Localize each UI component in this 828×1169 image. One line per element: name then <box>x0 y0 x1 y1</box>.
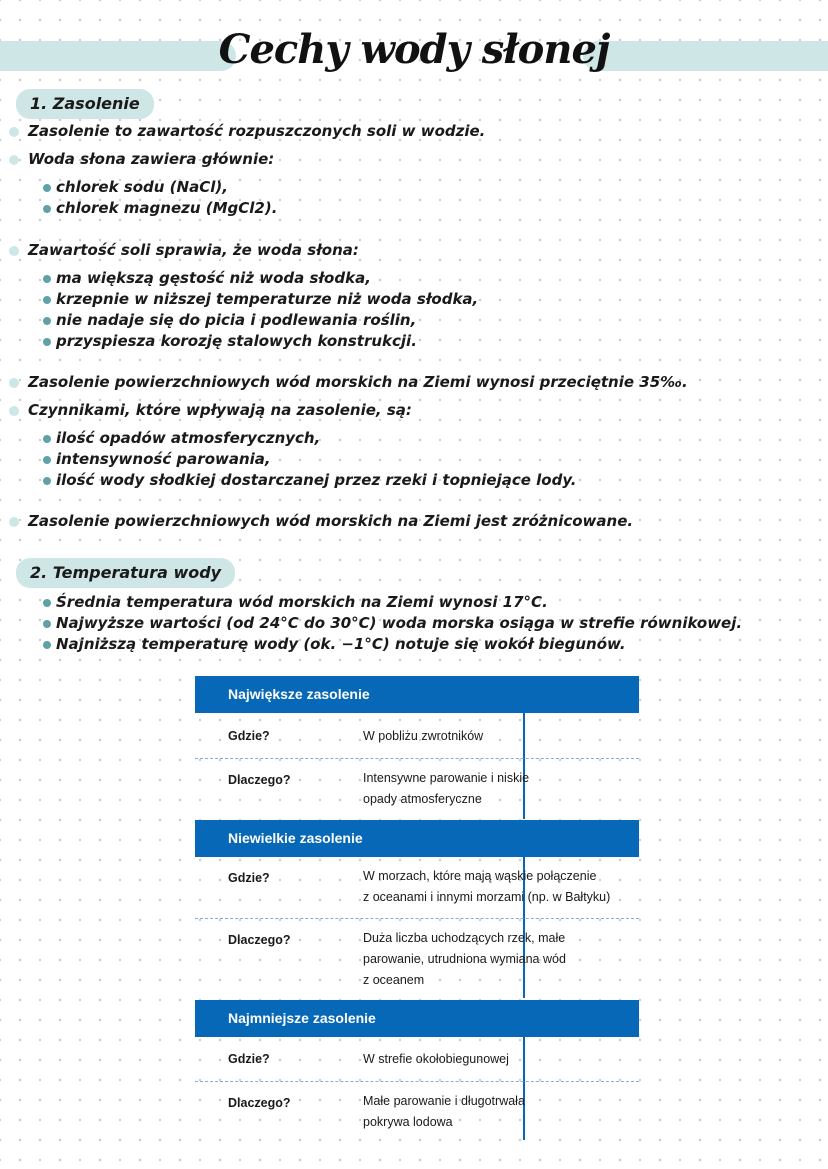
table-row <box>195 919 639 1000</box>
list-item: Najwyższe wartości (od 24°C do 30°C) woda morska osiąga w strefie równikowej. <box>56 614 743 632</box>
paragraph-salt-water-contains: Woda słona zawiera głównie: <box>28 150 275 168</box>
table-header-moderate: Niewielkie zasolenie <box>195 820 639 857</box>
list-item: przyspiesza korozję stalowych konstrukcji. <box>56 332 417 350</box>
paragraph-salinity-factors: Czynnikami, które wpływają na zasolenie, są: <box>28 401 412 419</box>
paragraph-salt-effects: Zawartość soli sprawia, że woda słona: <box>28 241 359 259</box>
table-label: Dlaczego? <box>228 933 291 947</box>
list-item: Średnia temperatura wód morskich na Ziemi wynosi 17°C. <box>56 593 548 611</box>
list-item: chlorek sodu (NaCl), <box>56 178 228 196</box>
list-item: krzepnie w niższej temperaturze niż woda słodka, <box>56 290 479 308</box>
table-header-lowest: Najmniejsze zasolenie <box>195 1000 639 1037</box>
list-item: intensywność parowania, <box>56 450 271 468</box>
paragraph-salinity-definition: Zasolenie to zawartość rozpuszczonych soli w wodzie. <box>28 122 486 140</box>
table-label: Dlaczego? <box>228 1096 291 1110</box>
paragraph-average-salinity: Zasolenie powierzchniowych wód morskich na Ziemi wynosi przeciętnie 35‰. <box>28 373 688 391</box>
list-item: chlorek magnezu (MgCl2). <box>56 199 278 217</box>
list-item: ilość opadów atmosferycznych, <box>56 429 321 447</box>
table-header-highest: Największe zasolenie <box>195 676 639 713</box>
table-label: Gdzie? <box>228 871 270 885</box>
table-row <box>195 759 639 820</box>
section-heading-salinity: 1. Zasolenie <box>16 89 154 119</box>
table-value: Duża liczba uchodzących rzek, małe parowanie, utrudniona wymiana wód z oceanem <box>363 931 566 987</box>
table-row <box>195 713 639 759</box>
section-heading-temperature: 2. Temperatura wody <box>16 558 235 588</box>
table-label: Gdzie? <box>228 729 270 743</box>
table-value: W strefie okołobiegunowej <box>363 1052 509 1066</box>
table-value: Intensywne parowanie i niskie opady atmosferyczne <box>363 771 530 806</box>
list-item: ilość wody słodkiej dostarczanej przez rzeki i topniejące lody. <box>56 471 577 489</box>
table-label: Gdzie? <box>228 1052 270 1066</box>
table-row <box>195 857 639 919</box>
table-row <box>195 1037 639 1082</box>
table-value: W pobliżu zwrotników <box>363 729 484 743</box>
page-title: Cechy wody słonej <box>218 26 610 73</box>
salinity-table <box>195 676 639 1143</box>
table-label: Dlaczego? <box>228 773 291 787</box>
paragraph-salinity-varies: Zasolenie powierzchniowych wód morskich na Ziemi jest zróżnicowane. <box>28 512 634 530</box>
table-row <box>195 1082 639 1143</box>
table-value: W morzach, które mają wąskie połączenie z oceanami i innymi morzami (np. w Bałtyku) <box>363 869 611 904</box>
table-value: Małe parowanie i długotrwała pokrywa lodowa <box>363 1094 525 1129</box>
list-item: ma większą gęstość niż woda słodka, <box>56 269 371 287</box>
list-item: nie nadaje się do picia i podlewania roślin, <box>56 311 417 329</box>
list-item: Najniższą temperaturę wody (ok. −1°C) notuje się wokół biegunów. <box>56 635 626 653</box>
